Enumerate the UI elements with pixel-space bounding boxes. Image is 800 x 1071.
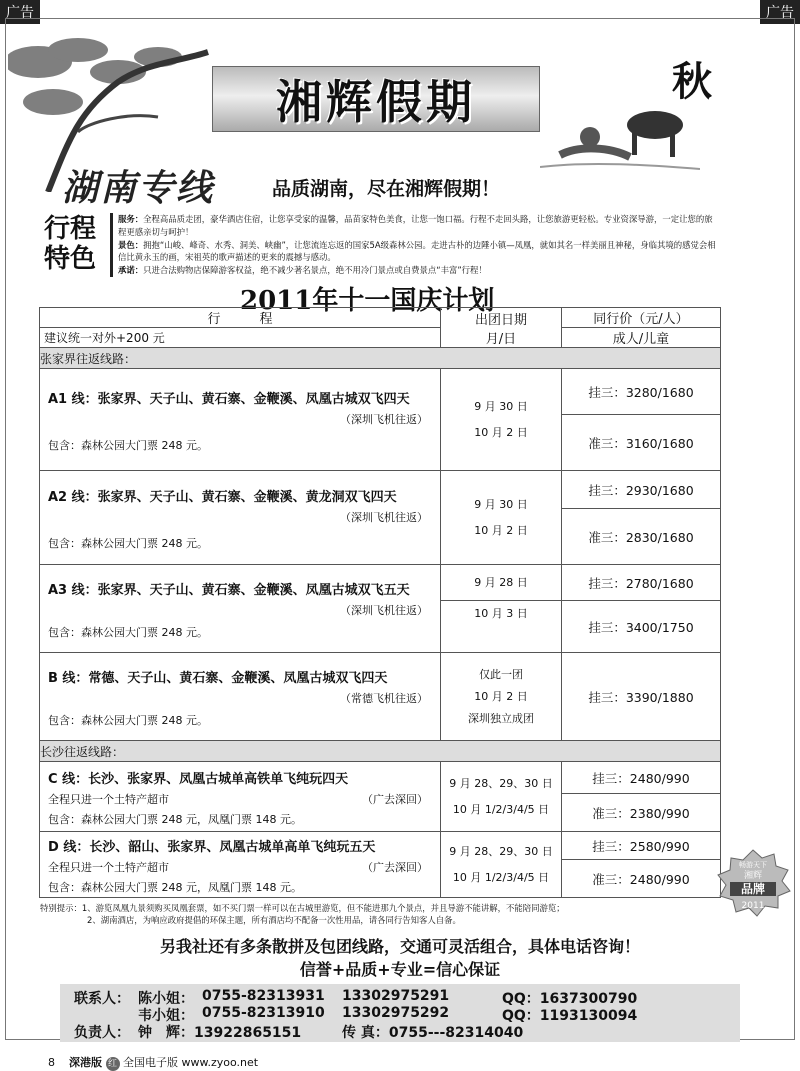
manager-contact: 钟 辉：13922865151 bbox=[138, 1025, 302, 1041]
features-list bbox=[118, 213, 718, 277]
feature-scenery: 景色：拥抱“山峻、峰奇、水秀、洞美、峡幽”，让您流连忘返的国家5A级森林公园。走进古朴的边陲小镇—凤凰，就如其名一样美丽且神秘，身临其境的感觉会相信比黄永玉的画，宋祖英的歌声描述的更来的震撼与感动。 bbox=[118, 239, 716, 263]
contact1-tel: 0755-82313931 bbox=[202, 988, 325, 1004]
route-b-dates: 仅此一团 10 月 2 日 深圳独立成团 bbox=[441, 653, 562, 741]
itinerary-table bbox=[39, 307, 721, 898]
route-d: D 线：长沙、韶山、张家界、凤凰古城单高单飞纯玩五天 全程只进一个土特产超市 （广去深回） 包含：森林公园大门票 248 元，凤凰门票 148 元。 bbox=[40, 832, 441, 898]
route-a1: A1 线：张家界、天子山、黄石寨、金鞭溪、凤凰古城双飞四天 （深圳飞机往返） 包含：森林公园大门票 248 元。 bbox=[40, 369, 441, 471]
section-zhangjiajie: 张家界往返线路： bbox=[40, 348, 721, 369]
route-a3-date-2: 10 月 3 日 bbox=[441, 601, 562, 653]
header-note: 建议统一对外+200 元 bbox=[40, 328, 441, 348]
slogan: 品质湖南，尽在湘辉假期！ bbox=[272, 178, 501, 200]
contact2-tel: 0755-82313910 bbox=[202, 1005, 325, 1021]
contact-label: 联系人： bbox=[74, 991, 130, 1007]
seal-year: 2011 bbox=[741, 901, 765, 911]
feature-service: 服务：全程高品质走团，豪华酒店住宿，让您享受家的温馨，品苗家特色美食，让您一饱口福。行程不走回头路，让您旅游更轻松。专业资深导游，一定让您的旅程更感亲切与呵护！ bbox=[118, 214, 713, 237]
ad-label-right: 广告 bbox=[760, 0, 800, 24]
page-number: 8 bbox=[48, 1056, 55, 1069]
route-c: C 线：长沙、张家界、凤凰古城单高铁单飞纯玩四天 全程只进一个土特产超市 （广去深回） 包含：森林公园大门票 248 元，凤凰门票 148 元。 bbox=[40, 762, 441, 832]
route-a3-price-2: 挂三：3400/1750 bbox=[562, 601, 721, 653]
route-a3-date-1: 9 月 28 日 bbox=[441, 565, 562, 601]
motto: 信誉+品质+专业=信心保证 bbox=[299, 960, 501, 979]
note-1: 特别提示：1、游览凤凰九景须购买凤凰套票，如不买门票一样可以在古城里游览，但不能进那九个景点，并且导游不能讲解，不能陪同游览； bbox=[40, 903, 565, 913]
route-a2: A2 线：张家界、天子山、黄石寨、金鞭溪、黄龙洞双飞四天 （深圳飞机往返） 包含：森林公园大门票 248 元。 bbox=[40, 471, 441, 565]
route-a2-dates: 9 月 30 日 10 月 2 日 bbox=[441, 471, 562, 565]
header-price: 同行价（元/人） bbox=[562, 308, 721, 328]
features-heading-line1: 行程 bbox=[43, 214, 96, 244]
contact2-qq: QQ：1193130094 bbox=[502, 1008, 638, 1024]
manager-label: 负责人： bbox=[74, 1025, 130, 1041]
contact-panel bbox=[60, 984, 740, 1042]
herdboy-ox-illustration bbox=[540, 95, 700, 175]
route-c-extra: 全程只进一个土特产超市 （广去深回） bbox=[48, 792, 428, 806]
route-c-price-1: 挂三：2480/990 bbox=[562, 762, 721, 794]
route-b-price: 挂三：3390/1880 bbox=[562, 653, 721, 741]
route-d-extra: 全程只进一个土特产超市 （广去深回） bbox=[48, 860, 428, 874]
route-d-price-1: 挂三：2580/990 bbox=[562, 832, 721, 860]
contact2-name: 韦小姐： bbox=[138, 1008, 194, 1024]
seal-top-text: 畅游天下 bbox=[739, 861, 767, 869]
ad-label-left: 广告 bbox=[0, 0, 40, 24]
fax: 传 真：0755---82314040 bbox=[342, 1025, 524, 1041]
brand-title: 湘辉假期 bbox=[212, 66, 540, 132]
header-route: 行 程 bbox=[40, 308, 441, 328]
seal-main-text: 品牌 bbox=[740, 882, 766, 896]
route-a2-price-1: 挂三：2930/1680 bbox=[562, 471, 721, 509]
route-c-price-2: 准三：2380/990 bbox=[562, 794, 721, 832]
features-heading-line2: 特色 bbox=[43, 244, 96, 274]
route-a1-dates: 9 月 30 日 10 月 2 日 bbox=[441, 369, 562, 471]
edition-badge-icon: 红 bbox=[106, 1057, 120, 1071]
route-a3: A3 线：张家界、天子山、黄石寨、金鞭溪、凤凰古城双飞五天 （深圳飞机往返） 包含：森林公园大门票 248 元。 bbox=[40, 565, 441, 653]
feature-promise: 承诺：只进合法购物店保障游客权益，绝不减少著名景点，绝不用冷门景点或自费景点“丰富”行程！ bbox=[118, 265, 487, 276]
route-a3-price-1: 挂三：2780/1680 bbox=[562, 565, 721, 601]
page-footer bbox=[48, 1054, 258, 1071]
route-a2-price-2: 准三：2830/1680 bbox=[562, 509, 721, 565]
route-d-price-2: 准三：2480/990 bbox=[562, 860, 721, 898]
route-c-dates: 9 月 28、29、30 日 10 月 1/2/3/4/5 日 bbox=[441, 762, 562, 832]
route-b: B 线：常德、天子山、黄石寨、金鞭溪、凤凰古城双飞四天 （常德飞机往返） 包含：森林公园大门票 248 元。 bbox=[40, 653, 441, 741]
seal-mid-text: 湘辉 bbox=[743, 871, 763, 881]
route-a1-price-2: 准三：3160/1680 bbox=[562, 415, 721, 471]
note-2: 2、湖南酒店，为响应政府提倡的环保主题，所有酒店均不配备一次性用品，请各同行告知客人自备。 bbox=[87, 915, 461, 925]
hunan-route-calligraphy: 湖南专线 bbox=[62, 167, 215, 209]
features-divider bbox=[110, 213, 113, 277]
more-routes-text: 另我社还有多条散拼及包团线路，交通可灵活组合，具体电话咨询！ bbox=[159, 937, 640, 956]
contact1-qq: QQ：1637300790 bbox=[502, 991, 638, 1007]
special-notes bbox=[40, 902, 720, 926]
plan-title: 2011年十一国庆计划 bbox=[240, 286, 495, 316]
website[interactable]: 全国电子版 www.zyoo.net bbox=[123, 1056, 259, 1069]
contact2-mobile: 13302975292 bbox=[342, 1005, 450, 1021]
route-d-dates: 9 月 28、29、30 日 10 月 1/2/3/4/5 日 bbox=[441, 832, 562, 898]
section-changsha: 长沙往返线路： bbox=[40, 741, 721, 762]
features-heading bbox=[38, 214, 102, 274]
header-dates: 出团日期 月/日 bbox=[441, 308, 562, 348]
contact1-mobile: 13302975291 bbox=[342, 988, 450, 1004]
brand-seal bbox=[710, 848, 796, 920]
header-price-sub: 成人/儿童 bbox=[562, 328, 721, 348]
edition-label: 深港版 bbox=[69, 1056, 102, 1069]
contact1-name: 陈小姐： bbox=[138, 991, 194, 1007]
route-a1-price-1: 挂三：3280/1680 bbox=[562, 369, 721, 415]
season-character: 秋 bbox=[672, 58, 712, 105]
